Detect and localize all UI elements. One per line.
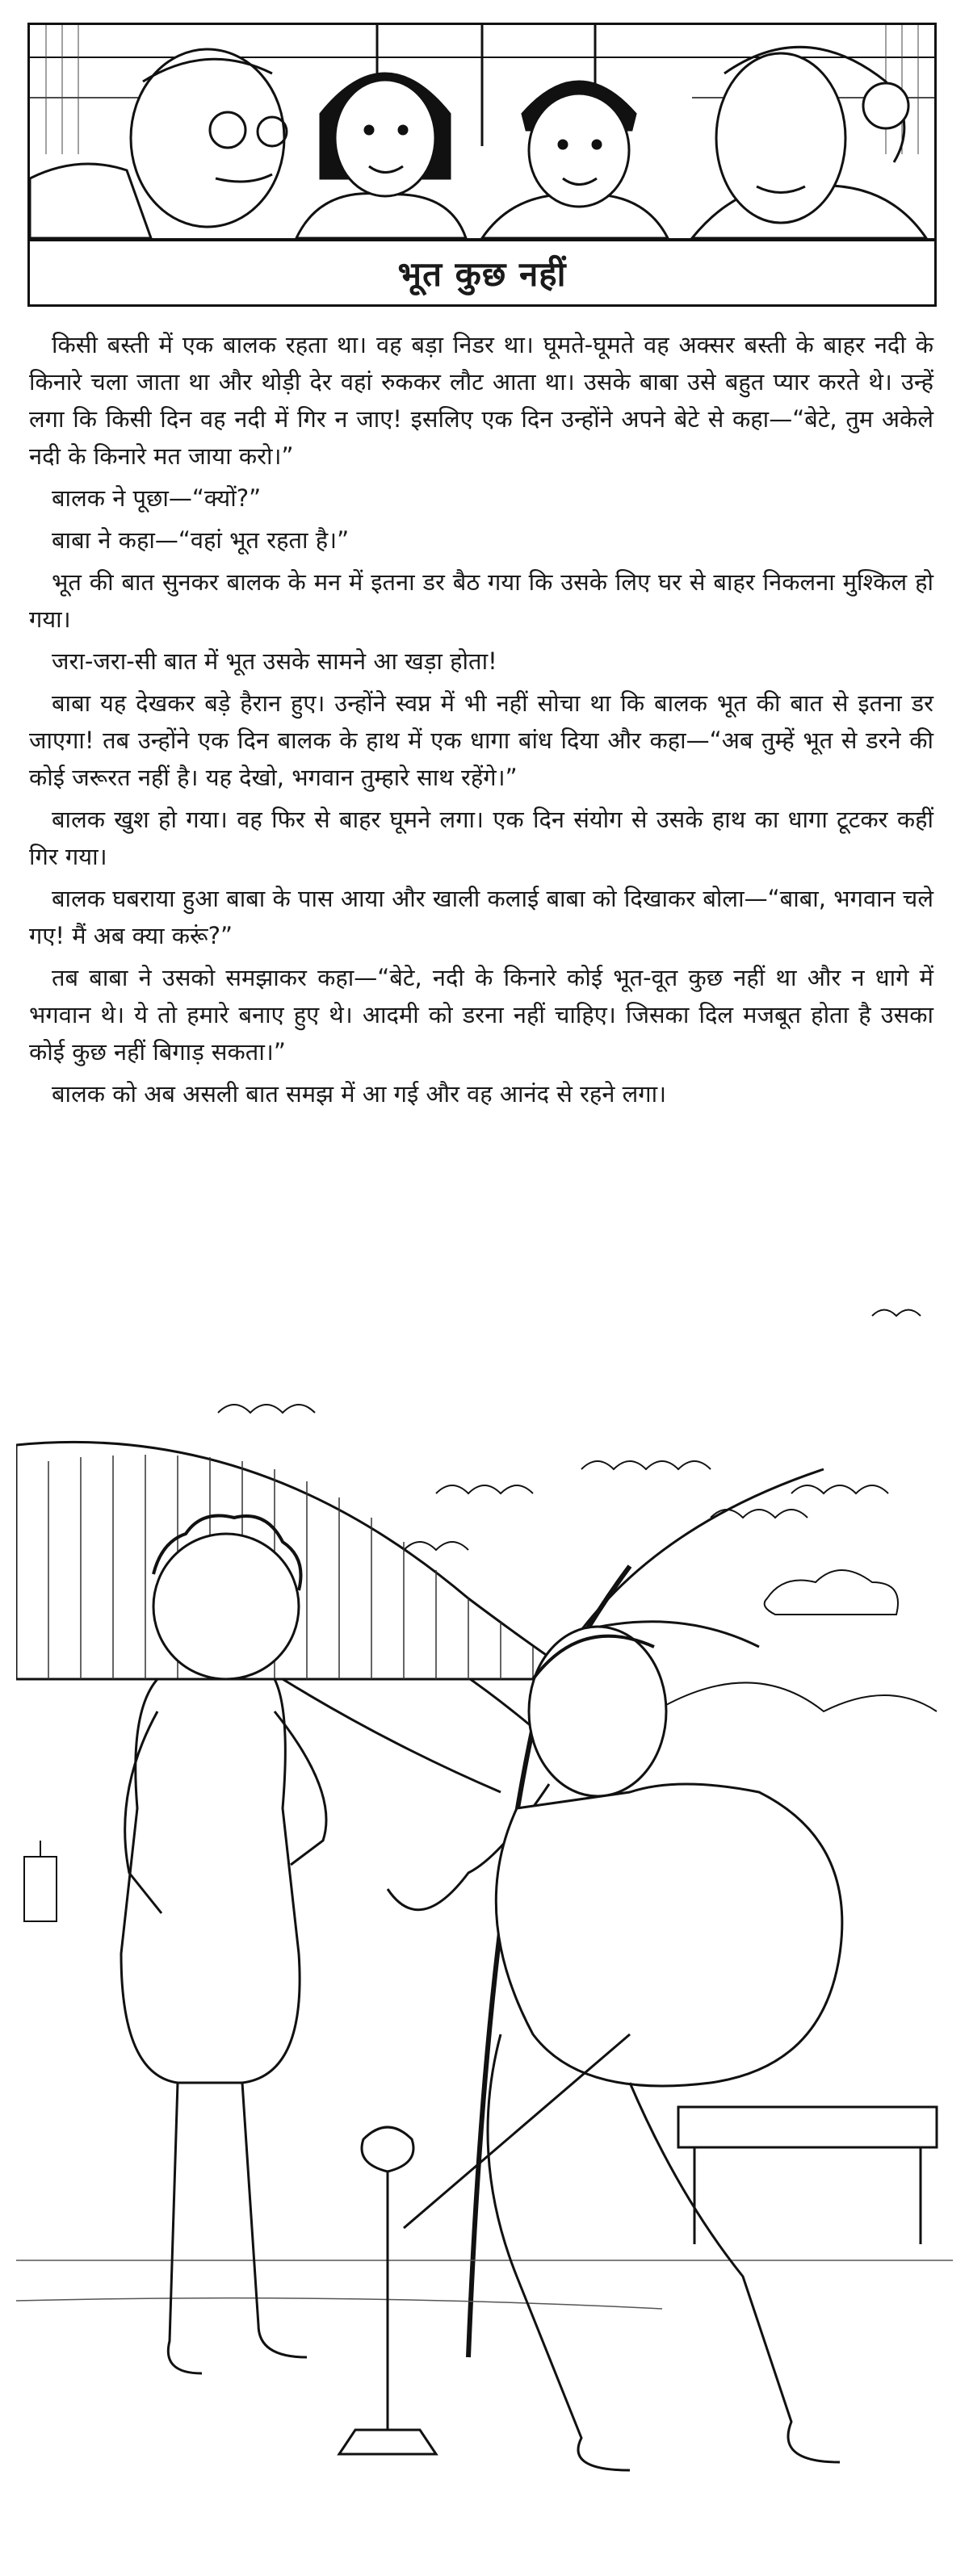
boy-and-grandfather-scene [16, 1227, 953, 2551]
title-box [27, 239, 937, 307]
story-body [29, 326, 933, 1117]
family-faces-illustration [30, 25, 934, 238]
paragraph: तब बाबा ने उसको समझाकर कहा—“बेटे, नदी के किनारे कोई भूत-वूत कुछ नहीं था और न धागे में भगवान थे। ये तो हमारे बनाए हुए थे। आदमी को डरना नहीं चाहिए। जिसका दिल मजबूत होता है उसका कोई कुछ नहीं बिगाड़ सकता।” [29, 964, 933, 1066]
boy-figure [482, 82, 668, 238]
paragraph: बालक को अब असली बात समझ में आ गई और वह आनंद से रहने लगा। [52, 1080, 667, 1108]
paragraph: बाबा ने कहा—“वहां भूत रहता है।” [52, 526, 350, 554]
paragraph: बालक खुश हो गया। वह फिर से बाहर घूमने लगा। एक दिन संयोग से उसके हाथ का धागा टूटकर कहीं गिर गया। [29, 806, 933, 870]
paragraph: बालक घबराया हुआ बाबा के पास आया और खाली कलाई बाबा को दिखाकर बोला—“बाबा, भगवान चले गए! मैं अब क्या करूं?” [29, 885, 933, 949]
story-title: भूत कुछ नहीं [397, 253, 567, 294]
girl-figure [296, 73, 466, 238]
paragraph: बालक ने पूछा—“क्यों?” [52, 484, 262, 512]
paragraph: भूत की बात सुनकर बालक के मन में इतना डर बैठ गया कि उसके लिए घर से बाहर निकलना मुश्किल हो गया। [29, 568, 933, 633]
paragraph: बाबा यह देखकर बड़े हैरान हुए। उन्होंने स्वप्न में भी नहीं सोचा था कि बालक भूत की बात से इतना डर जाएगा! तब उन्होंने एक दिन बालक के हाथ में एक धागा बांध दिया और कहा—“अब तुम्हें भूत से डरने की कोई जरूरत नहीं है। यह देखो, भगवान तुम्हारे साथ रहेंगे।” [29, 689, 933, 791]
paragraph: किसी बस्ती में एक बालक रहता था। वह बड़ा निडर था। घूमते-घूमते वह अक्सर बस्ती के बाहर नदी के किनारे चला जाता था और थोड़ी देर वहां रुककर लौट आता था। उसके बाबा उसे बहुत प्यार करते थे। उन्हें लगा कि किसी दिन वह नदी में गिर न जाए! इसलिए एक दिन उन्होंने अपने बेटे से कहा—“बेटे, तुम अकेले नदी के किनारे मत जाया करो।” [29, 331, 933, 470]
paragraph: जरा-जरा-सी बात में भूत उसके सामने आ खड़ा होता! [52, 647, 497, 675]
grandfather-figure [30, 49, 287, 238]
top-illustration [27, 23, 937, 241]
bottom-illustration [16, 1227, 953, 2551]
grandmother-figure [692, 47, 926, 238]
